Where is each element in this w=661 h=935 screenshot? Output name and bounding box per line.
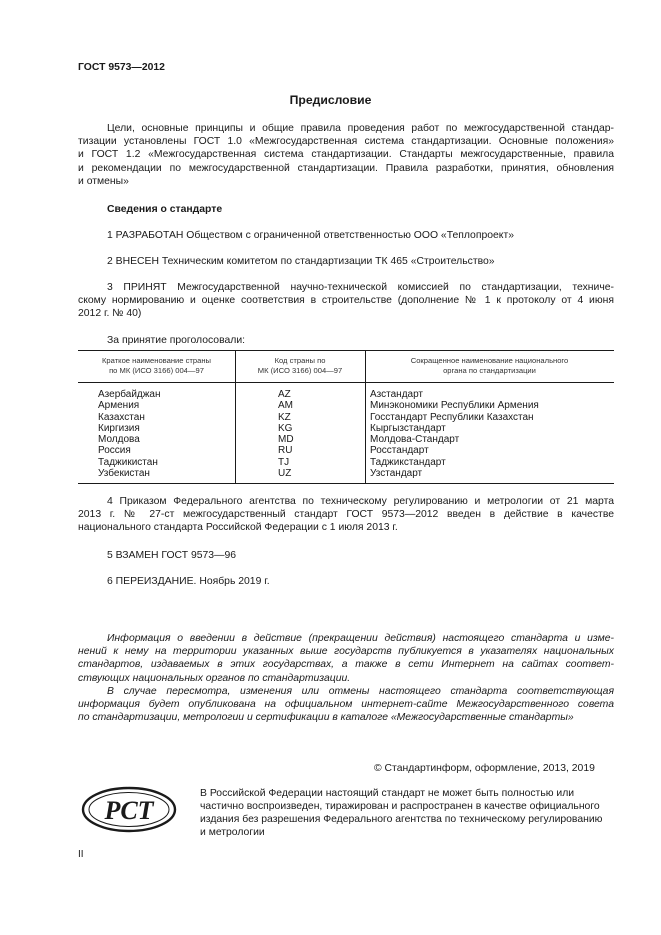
table-cell: Россия <box>98 445 131 457</box>
table-header-body: Сокращенное наименование национального органа по стандартизации <box>410 356 569 375</box>
table-cell: TJ <box>278 456 290 468</box>
rights-line: издания без разрешения Федерального агентства по техническому регулированию <box>200 814 603 825</box>
table-cell: Узстандарт <box>370 468 423 480</box>
table-column-bodies <box>370 389 610 479</box>
rst-logo-icon <box>81 786 177 833</box>
table-cell: AM <box>278 400 293 412</box>
table-cell: Армения <box>98 400 140 412</box>
table-cell: UZ <box>278 468 292 480</box>
table-top-rule <box>78 350 614 351</box>
rights-line: В Российской Федерации настоящий стандарт не может быть полностью или <box>200 788 575 799</box>
intro-line: и отмены» <box>78 175 129 187</box>
item-4-line: национального стандарта Российской Федерации с 1 июля 2013 г. <box>78 522 398 534</box>
item-4 <box>78 495 614 535</box>
info-line: В случае пересмотра, изменения или отмены настоящего стандарта соответствующая <box>107 686 614 697</box>
voting-table <box>78 350 614 484</box>
table-header-country: Краткое наименование страны по МК (ИСО 3166) 004—97 <box>102 356 211 375</box>
table-column-codes <box>278 389 338 479</box>
table-cell: AZ <box>278 389 291 400</box>
rights-statement <box>200 787 614 839</box>
intro-line: и рекомендации по межгосударственной стандартизации. Правила разработки, принятия, обновления <box>78 162 614 174</box>
info-line: информация будет опубликована на официальном интернет-сайте Межгосударственного совета <box>78 699 614 711</box>
table-cell: Молдова-Стандарт <box>370 434 460 446</box>
table-cell: Таджикистан <box>98 456 158 468</box>
table-cell: Молдова <box>98 434 140 446</box>
item-3-line: 3 ПРИНЯТ Межгосударственной научно-технической комиссией по стандартизации, техниче- <box>107 282 614 293</box>
table-header-code: Код страны по МК (ИСО 3166) 004—97 <box>257 356 343 375</box>
item-5: 5 ВЗАМЕН ГОСТ 9573—96 <box>107 550 237 561</box>
section-heading: Сведения о стандарте <box>107 204 223 215</box>
table-cell: KG <box>278 422 293 434</box>
table-cell: Казахстан <box>98 411 145 423</box>
info-line: нений к нему на территории указанных выше государств публикуется в указателях национальных <box>78 646 614 658</box>
info-paragraph-1 <box>78 632 614 685</box>
rights-line: частично воспроизведен, тиражирован и распространен в качестве официального <box>200 801 600 812</box>
item-3 <box>78 281 614 321</box>
table-cell: Росстандарт <box>370 445 429 457</box>
item-2: 2 ВНЕСЕН Техническим комитетом по стандартизации ТК 465 «Строительство» <box>107 256 495 267</box>
svg-text:РСТ: РСТ <box>104 796 154 825</box>
document-code: ГОСТ 9573—2012 <box>78 62 165 73</box>
info-line: Информация о введении в действие (прекращении действия) настоящего стандарта и изме- <box>107 633 614 644</box>
info-line: по стандартизации, метрологии и сертификации в каталоге «Межгосударственные стандарты» <box>78 712 574 724</box>
page-title: Предисловие <box>289 93 372 107</box>
table-cell: Киргизия <box>98 422 140 434</box>
item-3-line: скому нормированию и оценке соответствия в строительстве (дополнение № 1 к протоколу от 4 июня <box>78 295 614 307</box>
table-cell: KZ <box>278 411 291 423</box>
table-cell: Таджикстандарт <box>370 456 446 468</box>
table-bottom-rule <box>78 483 614 484</box>
intro-paragraph <box>78 122 614 188</box>
copyright-notice: © Стандартинформ, оформление, 2013, 2019 <box>374 763 595 774</box>
voted-label: За принятие проголосовали: <box>107 335 246 346</box>
table-cell: Азербайджан <box>98 389 161 400</box>
table-cell: Госстандарт Республики Казахстан <box>370 411 534 423</box>
info-line: стандартов, издаваемых в этих государствах, а также в сети Интернет на сайтах соответ- <box>78 659 614 671</box>
info-line: ствующих национальных органов по стандартизации. <box>78 672 351 684</box>
table-header-rule <box>78 382 614 383</box>
item-4-line: 2013 г. № 27-ст межгосударственный стандарт ГОСТ 9573—2012 введен в действие в качестве <box>78 509 614 521</box>
intro-line: тизации установлены ГОСТ 1.0 «Межгосударственная система стандартизации. Основные положения» <box>78 136 614 148</box>
info-paragraph-2 <box>78 685 614 725</box>
item-4-line: 4 Приказом Федерального агентства по техническому регулированию и метрологии от 21 марта <box>107 496 614 507</box>
table-cell: MD <box>278 434 294 446</box>
table-column-countries <box>98 389 228 479</box>
intro-line: Цели, основные принципы и общие правила проведения работ по межгосударственной стандар- <box>107 123 614 134</box>
item-3-line: 2012 г. № 40) <box>78 308 142 320</box>
item-1: 1 РАЗРАБОТАН Обществом с ограниченной ответственностью ООО «Теплопроект» <box>107 230 514 241</box>
table-cell: Минэкономики Республики Армения <box>370 400 539 412</box>
item-6: 6 ПЕРЕИЗДАНИЕ. Ноябрь 2019 г. <box>107 576 270 587</box>
table-cell: Азстандарт <box>370 389 424 400</box>
table-cell: RU <box>278 445 293 457</box>
table-cell: Кыргызстандарт <box>370 422 446 434</box>
table-cell: Узбекистан <box>98 468 150 480</box>
page-number: II <box>78 849 84 860</box>
intro-line: и ГОСТ 1.2 «Межгосударственная система стандартизации. Стандарты межгосударственные, правила <box>78 149 614 161</box>
rights-line: и метрологии <box>200 827 265 838</box>
